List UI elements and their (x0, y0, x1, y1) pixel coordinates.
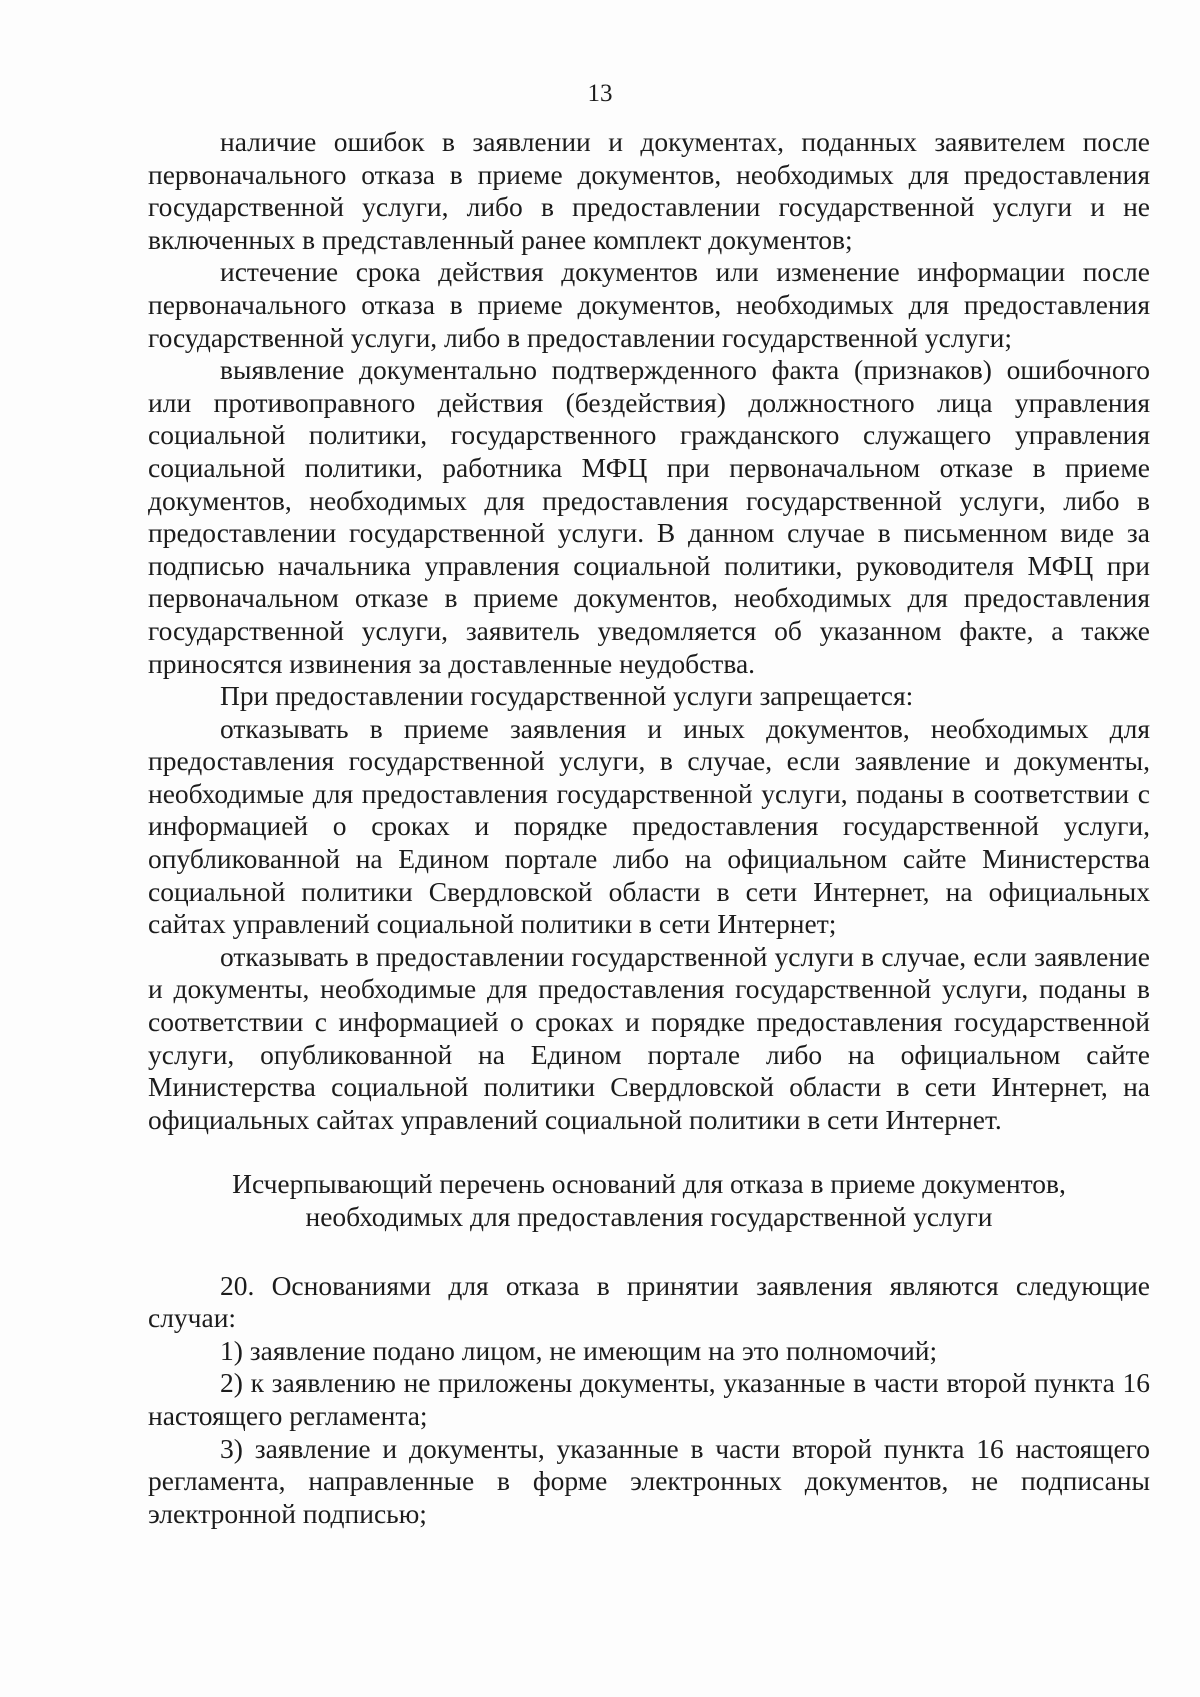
section-heading-line: необходимых для предоставления государственной услуги (305, 1201, 993, 1232)
list-item: 2) к заявлению не приложены документы, указанные в части второй пункта 16 настоящего регламента; (148, 1367, 1150, 1431)
paragraph: истечение срока действия документов или изменение информации после первоначального отказа в приеме документов, необходимых для предоставления государственной услуги, либо в предоставлении государственной услуги; (148, 256, 1150, 353)
list-item: 3) заявление и документы, указанные в части второй пункта 16 настоящего регламента, направленные в форме электронных документов, не подписаны электронной подписью; (148, 1432, 1150, 1529)
paragraph: 20. Основаниями для отказа в принятии заявления являются следующие случаи: (148, 1269, 1150, 1334)
paragraph: При предоставлении государственной услуги запрещается: (220, 680, 914, 712)
paragraph: выявление документально подтвержденного факта (признаков) ошибочного или противоправного действия (бездействия) должностного лица управления социальной политики, государственного гражданского служащего управления социальной политики, работника МФЦ при первоначальном отказе в приеме документов, необходимых для предоставления государственной услуги, либо в предоставлении государственной услуги. В данном случае в письменном виде за подписью начальника управления социальной политики, руководителя МФЦ при первоначальном отказе в приеме документов, необходимых для предоставления государственной услуги, заявитель уведомляется об указанном факте, а также приносятся извинения за доставленные неудобства. (148, 354, 1150, 679)
document-body (148, 126, 1150, 1530)
page-number: 13 (587, 80, 613, 107)
paragraph: отказывать в предоставлении государственной услуги в случае, если заявление и документы, необходимые для предоставления государственной услуги, поданы в соответствии с информацией о сроках и порядке предоставления государственной услуги, опубликованной на Едином портале либо на официальном сайте Министерства социальной политики Свердловской области в сети Интернет, на официальных сайтах управлений социальной политики в сети Интернет. (148, 940, 1150, 1135)
paragraph: отказывать в приеме заявления и иных документов, необходимых для предоставления государственной услуги, в случае, если заявление и документы, необходимые для предоставления государственной услуги, поданы в соответствии с информацией о сроках и порядке предоставления государственной услуги, опубликованной на Едином портале либо на официальном сайте Министерства социальной политики Свердловской области в сети Интернет, на официальных сайтах управлений социальной политики в сети Интернет; (148, 712, 1150, 940)
list-item: 1) заявление подано лицом, не имеющим на это полномочий; (220, 1334, 938, 1366)
section-heading-line: Исчерпывающий перечень оснований для отказа в приеме документов, (232, 1168, 1066, 1200)
paragraph: наличие ошибок в заявлении и документах, поданных заявителем после первоначального отказа в приеме документов, необходимых для предоставления государственной услуги, либо в предоставлении государственной услуги и не включенных в представленный ранее комплект документов; (148, 126, 1150, 255)
section-heading (148, 1168, 1150, 1233)
